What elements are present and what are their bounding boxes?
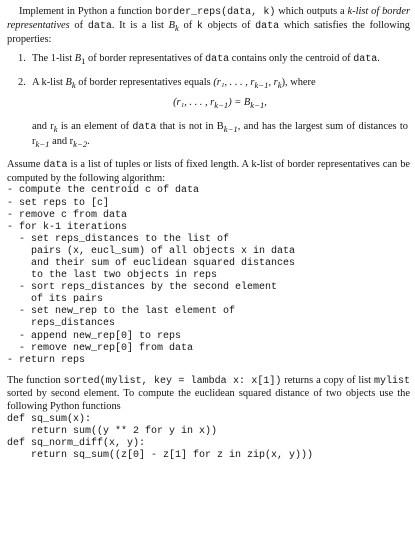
property-text: that is not in B [156,120,224,132]
note-text: The function [7,374,64,386]
code-data: data [205,53,230,65]
document [7,6,410,462]
property-text: The 1-list [32,52,75,64]
property-text: , and has the largest sum of distances to r [32,120,408,147]
intro-text: objects of [202,19,256,31]
intro-text: which outputs a [275,6,348,17]
display-equation [32,97,408,112]
code-data: data [353,53,378,65]
math-sub: k−1 [35,138,50,149]
math-sub: k−1 [250,100,265,111]
math-b: B [168,19,175,31]
property-item-2 [7,77,410,151]
assume-text: Assume [7,159,44,171]
math-sub: k [71,79,76,90]
intro-text: of [69,19,88,31]
assume-paragraph [7,159,410,185]
code-data: data [43,160,68,172]
math-sub: k [174,22,179,33]
term-k-list: k-list of border representatives [7,6,410,31]
math-tuple: (r₁, . . . , r [173,97,215,109]
property-text: contains only the centroid of [229,52,354,64]
code-data: data [255,20,280,32]
math-sub: k−1 [223,123,238,134]
code-k: k [196,20,203,32]
code-data: data [132,121,157,133]
list-number: 2. [18,76,26,88]
list-number: 1. [18,52,26,64]
property-item-1 [7,53,410,68]
math-punct: , [264,97,267,109]
function-signature: border_reps(data, k) [155,7,276,18]
math-tuple: (r₁, . . . , r [213,76,255,88]
intro-text: Implement in Python a function [19,6,156,17]
math-b: B [65,76,72,88]
code-sorted-call: sorted(mylist, key = lambda x: x[1]) [63,375,282,387]
property-list [7,53,410,150]
note-text: returns a copy of list [281,374,374,386]
sorted-note-paragraph [7,375,410,414]
math-equals-b: ) = B [228,97,251,109]
math-sub: k−2 [73,138,88,149]
math-sub: k [53,123,58,134]
intro-text: of [178,19,197,31]
property-text: ), where [281,76,316,88]
property-text: of border representatives equals [75,76,214,88]
sq-norm-diff-code-block: def sq_norm_diff(x, y): return sq_sum((z[0] - z[1] for z in zip(x, y))) [7,437,314,461]
math-sub: k [277,79,282,90]
code-data: data [87,20,112,32]
algorithm-code-block: - compute the centroid c of data - set reps to [c] - remove c from data - for k-1 iterations - set reps_distances to the list of pairs (x, eucl_sum) of all objects x in data and their sum of euclidean squared distances to the last two objects in reps - sort reps_distances by the second element of its pairs - set new_rep to the last element of reps_distances - append new_rep[0] to reps - remove new_rep[0] from data - return reps [7,185,296,366]
code-mylist: mylist [374,375,411,387]
math-sub: k−1 [214,100,229,111]
intro-text: . It is a list [111,19,169,31]
math-sub: 1 [81,55,86,66]
property-continuation [32,121,408,150]
note-text: sorted by second element. To compute the euclidean squared distance of two objects use the following Python functions [7,388,410,412]
math-sub: k−1 [254,79,269,90]
intro-text: which satisfies the following properties: [7,19,410,46]
property-text: . [377,52,380,64]
property-text: of border representatives of [85,52,206,64]
property-text: and r [32,120,54,132]
assume-text: is a list of tuples or lists of fixed length. A k-list of border representatives can be computed by the following algorithm: [7,159,410,184]
property-text: . [87,135,90,147]
math-b: B [74,52,82,64]
sq-sum-code-block: def sq_sum(x): return sum((y ** 2 for y in x)) [7,413,218,437]
property-text: and r [49,135,74,147]
intro-paragraph [7,6,410,47]
property-text: A k-list [32,76,66,88]
property-text: is an element of [57,120,133,132]
math-tuple: , r [268,76,278,88]
